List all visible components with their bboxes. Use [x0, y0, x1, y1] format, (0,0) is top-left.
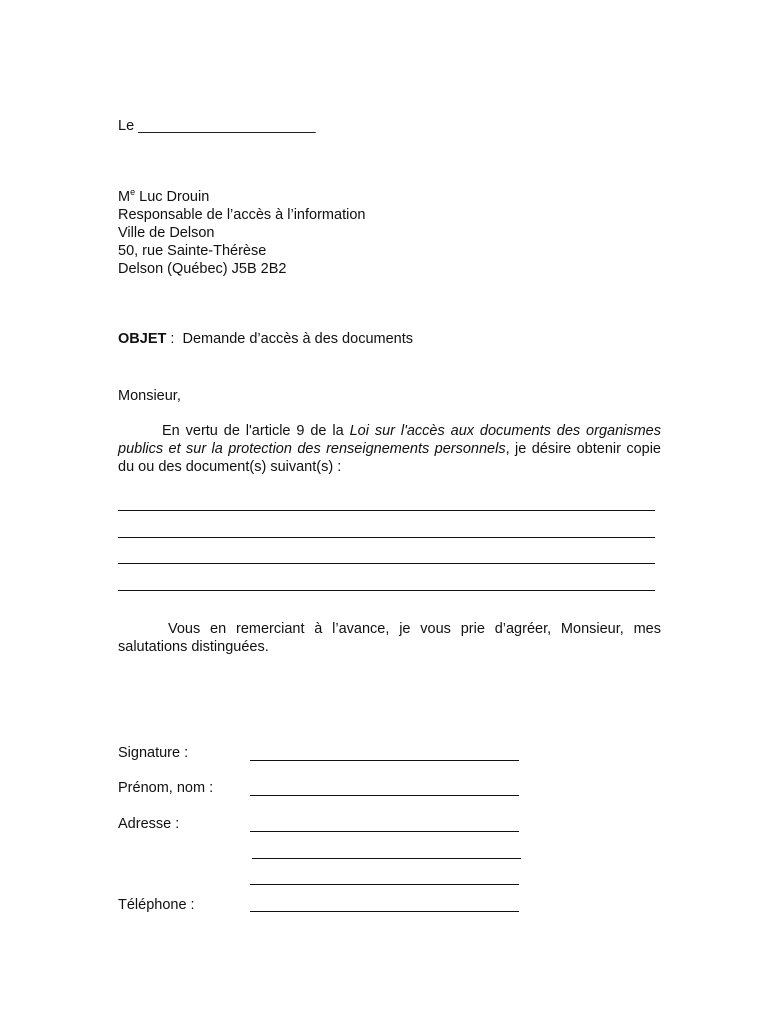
salutation: Monsieur, — [118, 388, 181, 404]
body-request: , je désire obtenir copie du ou des document(s) suivant(s) : — [118, 441, 662, 475]
recipient-city: Delson (Québec) J5B 2B2 — [118, 261, 287, 277]
date-line — [118, 118, 316, 134]
recipient-name: Luc Drouin — [139, 189, 210, 205]
recipient-name-line — [118, 188, 365, 206]
name-field[interactable] — [250, 795, 519, 796]
recipient-block — [118, 188, 365, 278]
recipient-title-sup: e — [130, 187, 136, 198]
document-line-2[interactable] — [118, 537, 655, 538]
name-label: Prénom, nom : — [118, 780, 214, 796]
phone-field[interactable] — [250, 911, 519, 912]
subject-line — [118, 331, 413, 347]
address-label: Adresse : — [118, 816, 180, 832]
recipient-organization: Ville de Delson — [118, 225, 215, 241]
recipient-title: M — [118, 189, 131, 205]
recipient-street: 50, rue Sainte-Thérèse — [118, 243, 267, 259]
subject-text: Demande d’accès à des documents — [182, 331, 413, 347]
address-field-1[interactable] — [250, 831, 519, 832]
closing-paragraph: Vous en remerciant à l’avance, je vous prie d’agréer, Monsieur, mes salutations distinguées. — [118, 621, 661, 655]
date-label: Le — [118, 118, 135, 134]
document-line-3[interactable] — [118, 563, 655, 564]
law-title: Loi sur l'accès aux documents des organismes publics et sur la protection des renseignements personnels — [118, 423, 661, 457]
phone-label: Téléphone : — [118, 897, 195, 913]
address-field-2[interactable] — [252, 858, 521, 859]
recipient-role: Responsable de l’accès à l’information — [118, 207, 366, 223]
body-intro: En vertu de l'article 9 de la — [162, 423, 350, 439]
signature-field[interactable] — [250, 760, 519, 761]
document-line-1[interactable] — [118, 510, 655, 511]
subject-separator: : — [166, 331, 175, 347]
document-line-4[interactable] — [118, 590, 655, 591]
date-blank[interactable]: ______________________ — [138, 118, 316, 134]
body-paragraph — [118, 422, 661, 476]
signature-label: Signature : — [118, 745, 189, 761]
subject-label: OBJET — [118, 331, 167, 347]
address-field-3[interactable] — [250, 884, 519, 885]
